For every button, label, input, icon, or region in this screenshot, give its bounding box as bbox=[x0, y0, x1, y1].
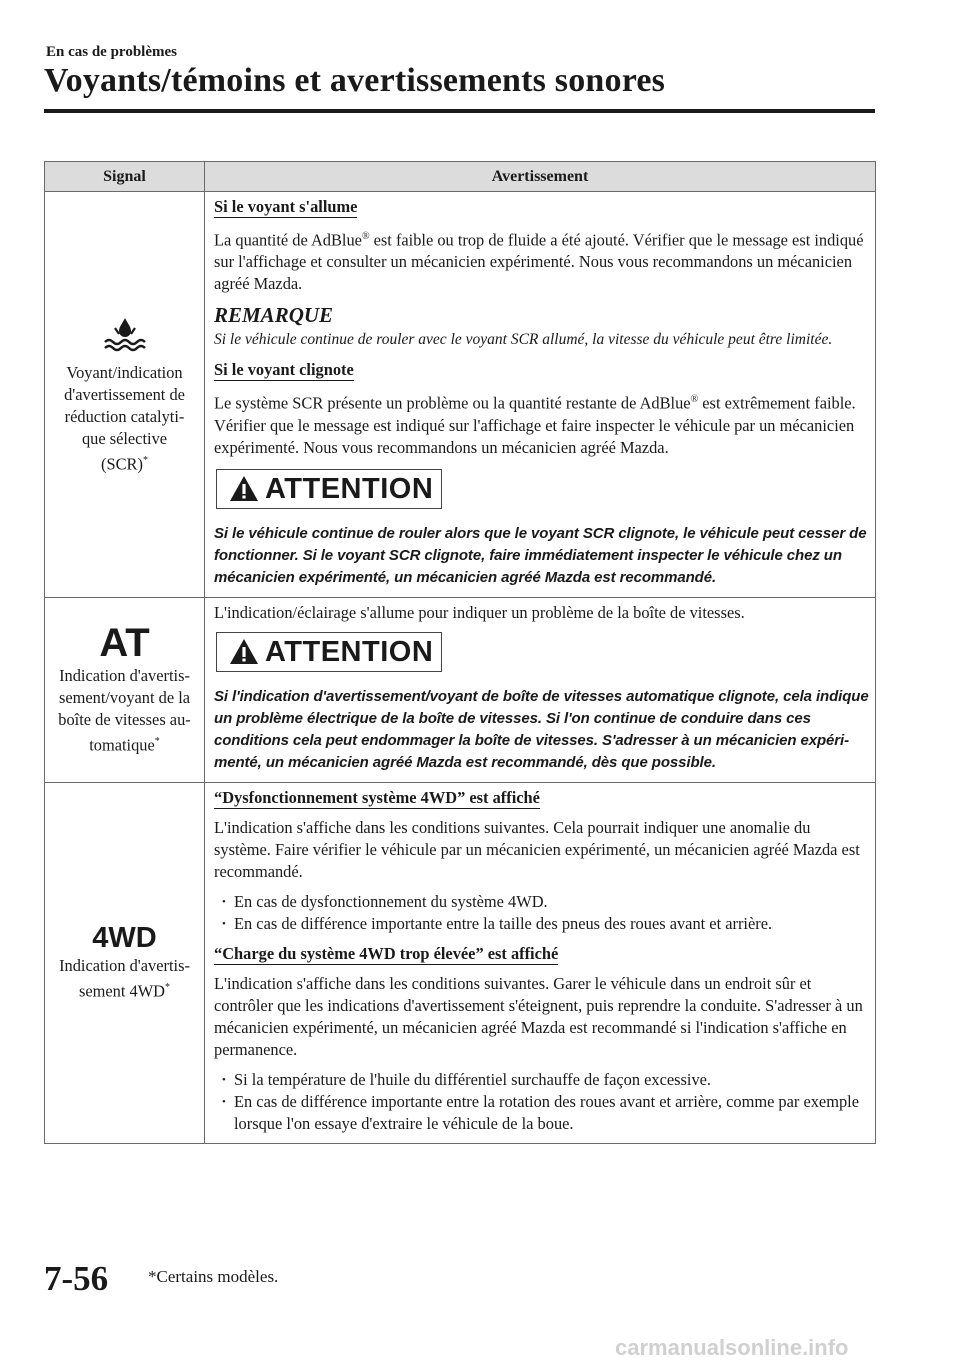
warning-cell-at bbox=[205, 597, 876, 782]
warning-table bbox=[44, 161, 876, 1144]
list-item: • En cas de dysfonctionnement du système 4WD. bbox=[214, 891, 869, 913]
signal-cell-at bbox=[45, 597, 205, 782]
column-header-signal: Signal bbox=[45, 162, 205, 192]
attention-label: ATTENTION bbox=[265, 635, 434, 668]
signal-label: Indication d'avertis- sement 4WD* bbox=[59, 955, 190, 1001]
remark-title: REMARQUE bbox=[214, 303, 334, 328]
list-item: • En cas de différence importante entre la taille des pneus des roues avant et arrière. bbox=[214, 913, 869, 935]
attention-text: Si le véhicule continue de rouler alors que le voyant SCR clignote, le véhicule peut cesser de fonctionner. Si le voyant SCR clignote, faire immédiatement inspecter le véhicule chez un mécanicien expérimenté, un mécanicien agréé Mazda est recommandé. bbox=[214, 524, 867, 586]
bullet-list bbox=[214, 1069, 869, 1135]
table-row-scr bbox=[45, 192, 876, 598]
signal-cell-scr bbox=[45, 192, 205, 598]
4wd-warning-icon: 4WD bbox=[92, 921, 157, 954]
attention-label: ATTENTION bbox=[265, 472, 434, 505]
list-item: • En cas de différence importante entre la rotation des roues avant et arrière, comme par exemple lorsque l'on essaye d'extraire le véhicule de la boue. bbox=[214, 1091, 869, 1135]
signal-label: Indication d'avertis- sement/voyant de la boîte de vitesses au- tomatique* bbox=[58, 666, 191, 755]
subheading-flash: Si le voyant clignote bbox=[214, 360, 354, 380]
paragraph: L'indication s'affiche dans les conditions suivantes. Garer le véhicule dans un endroit sûr et contrôler que les indications d'avertissement s'éteignent, puis reprendre la conduite. S'adresser à un mécanicien expérimenté, un mécanicien agréé Mazda est recommandé si l'indication s'affiche en permanence. bbox=[214, 973, 863, 1059]
table-row-4wd bbox=[45, 782, 876, 1143]
paragraph: L'indication/éclairage s'allume pour indiquer un problème de la boîte de vitesses. bbox=[214, 602, 745, 622]
column-header-warning: Avertissement bbox=[205, 162, 876, 192]
remark-text: Si le véhicule continue de rouler avec le voyant SCR allumé, la vitesse du véhicule peut être limitée. bbox=[214, 331, 833, 349]
model-note-mark: * bbox=[165, 981, 171, 993]
paragraph: La quantité de AdBlue® est faible ou trop de fluide a été ajouté. Vérifier que le message est indiqué sur l'affichage et consulter un mécanicien expérimenté. Nous vous recommandons un mécanicien agréé Mazda. bbox=[214, 230, 864, 294]
page-title: Voyants/témoins et avertissements sonores bbox=[44, 62, 666, 99]
subheading-malfunction: “Dysfonctionnement système 4WD” est affiché bbox=[214, 787, 540, 807]
signal-cell-4wd bbox=[45, 782, 205, 1143]
model-note-mark: * bbox=[154, 736, 160, 748]
warning-triangle-icon bbox=[229, 638, 259, 665]
list-item: • Si la température de l'huile du différentiel surchauffe de façon excessive. bbox=[214, 1069, 869, 1091]
paragraph: Le système SCR présente un problème ou la quantité restante de AdBlue® est extrêmement faible. Vérifier que le message est indiqué sur l'affichage et faire inspecter le véhicule par un mécanicien expérimenté. Nous vous recommandons un mécanicien agréé Mazda. bbox=[214, 393, 856, 457]
attention-badge bbox=[216, 469, 442, 509]
signal-label: Voyant/indication d'avertissement de réduction catalyti- que sélective (SCR)* bbox=[64, 362, 185, 474]
attention-text: Si l'indication d'avertissement/voyant de boîte de vitesses automatique clignote, cela indique un problème électrique de la boîte de vitesses. Si l'on continue de conduire dans ces conditions cela peut endommager la boîte de vitesses. S'adresser à un mécanicien expérimenté, un mécanicien agréé Mazda est recommandé, dès que possible. bbox=[214, 687, 869, 771]
warning-triangle-icon bbox=[229, 475, 259, 502]
scr-fluid-icon bbox=[49, 314, 200, 358]
attention-badge bbox=[216, 632, 442, 672]
table-header-row bbox=[45, 162, 876, 192]
footnote: *Certains modèles. bbox=[148, 1267, 279, 1286]
subheading-lit: Si le voyant s'allume bbox=[214, 197, 358, 216]
bullet-list bbox=[214, 891, 869, 935]
subheading-overload: “Charge du système 4WD trop élevée” est affiché bbox=[214, 943, 559, 963]
table-row-at bbox=[45, 597, 876, 782]
page-number: 7-56 bbox=[44, 1259, 109, 1298]
watermark: carmanualsonline.info bbox=[615, 1335, 849, 1360]
warning-cell-4wd bbox=[205, 782, 876, 1143]
title-rule bbox=[44, 109, 875, 113]
paragraph: L'indication s'affiche dans les conditions suivantes. Cela pourrait indiquer une anomalie du système. Faire vérifier le véhicule par un mécanicien expérimenté, un mécanicien agréé Mazda est recommandé. bbox=[214, 817, 860, 881]
model-note-mark: * bbox=[142, 454, 148, 466]
warning-cell-scr bbox=[205, 192, 876, 598]
section-label: En cas de problèmes bbox=[46, 44, 177, 60]
at-warning-icon: AT bbox=[99, 621, 150, 666]
